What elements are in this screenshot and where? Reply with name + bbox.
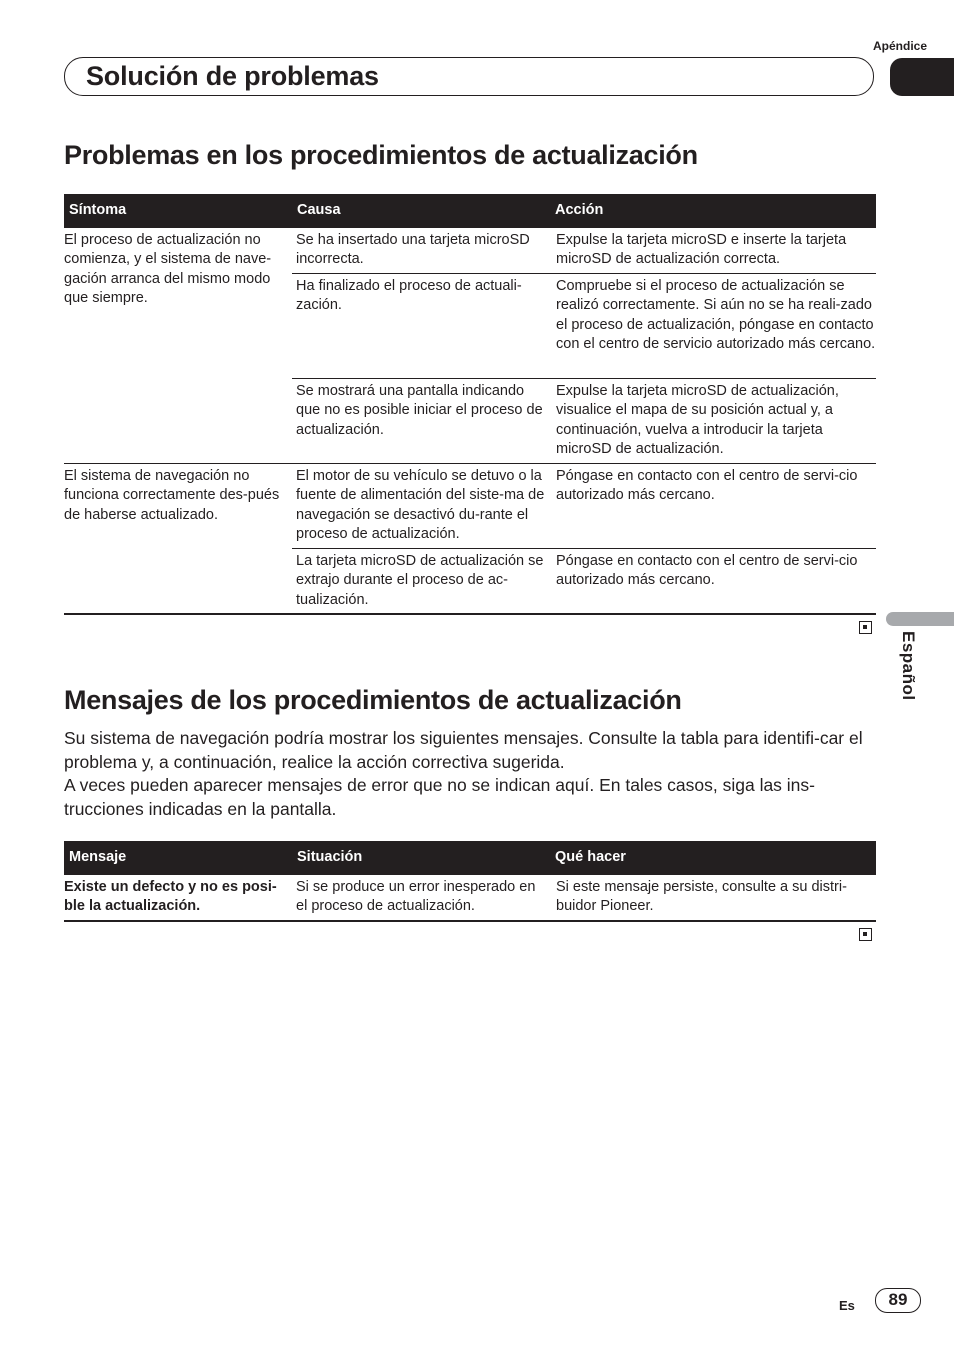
column-header-message: Mensaje: [64, 841, 292, 875]
page-number: 89: [875, 1288, 921, 1313]
language-code: Es: [839, 1298, 855, 1313]
language-label: Español: [899, 631, 918, 701]
column-header-cause: Causa: [292, 194, 550, 228]
messages-heading: Mensajes de los procedimientos de actualización: [64, 685, 682, 715]
action-cell: Póngase en contacto con el centro de servi-cio autorizado más cercano.: [550, 464, 876, 549]
column-header-situation: Situación: [292, 841, 550, 875]
chapter-tab-marker: [890, 58, 954, 96]
cause-cell: Se mostrará una pantalla indicando que no es posible iniciar el proceso de actualización.: [292, 379, 550, 464]
problems-table: [64, 194, 876, 615]
todo-cell: Si este mensaje persiste, consulte a su distri-buidor Pioneer.: [550, 875, 876, 921]
situation-cell: Si se produce un error inesperado en el proceso de actualización.: [292, 875, 550, 921]
intro-paragraph: A veces pueden aparecer mensajes de error que no se indican aquí. En tales casos, siga las ins-trucciones indicadas en la pantalla.: [64, 775, 815, 819]
messages-table: [64, 841, 876, 922]
action-cell: Expulse la tarjeta microSD e inserte la tarjeta microSD de actualización correcta.: [550, 228, 876, 274]
section-banner: [64, 57, 874, 96]
cause-cell: La tarjeta microSD de actualización se extrajo durante el proceso de ac-tualización.: [292, 549, 550, 615]
problems-heading: Problemas en los procedimientos de actualización: [64, 140, 698, 170]
end-of-section-icon: [859, 621, 872, 634]
action-cell: Compruebe si el proceso de actualización se realizó correctamente. Si aún no se ha reali-zado el proceso de actualización, póngase en contacto con el centro de servicio autorizado más cercano.: [550, 274, 876, 379]
column-header-symptom: Síntoma: [64, 194, 292, 228]
cause-cell: Se ha insertado una tarjeta microSD incorrecta.: [292, 228, 550, 274]
table-row: [64, 464, 876, 549]
column-header-action: Acción: [550, 194, 876, 228]
section-title: Solución de problemas: [86, 61, 379, 91]
action-cell: Expulse la tarjeta microSD de actualización, visualice el mapa de su posición actual y, a continuación, vuelva a introducir la tarjeta microSD de actualización.: [550, 379, 876, 464]
action-cell: Póngase en contacto con el centro de servi-cio autorizado más cercano.: [550, 549, 876, 615]
table-row: [64, 228, 876, 274]
end-of-section-icon: [859, 928, 872, 941]
table-row: [64, 875, 876, 921]
symptom-cell: El proceso de actualización no comienza, y el sistema de nave-gación arranca del mismo modo que siempre.: [64, 228, 292, 464]
intro-paragraph: Su sistema de navegación podría mostrar los siguientes mensajes. Consulte la tabla para identifi-car el problema y, a continuación, realice la acción correctiva sugerida.: [64, 728, 863, 772]
symptom-cell: El sistema de navegación no funciona correctamente des-pués de haberse actualizado.: [64, 464, 292, 615]
cause-cell: El motor de su vehículo se detuvo o la fuente de alimentación del siste-ma de navegación se desactivó du-rante el proceso de actualización.: [292, 464, 550, 549]
appendix-label: Apéndice: [872, 39, 927, 53]
language-tab-marker: [886, 612, 954, 626]
message-cell: Existe un defecto y no es posi-ble la actualización.: [64, 875, 292, 921]
messages-intro: [64, 727, 876, 821]
table-header-row: [64, 841, 876, 875]
column-header-todo: Qué hacer: [550, 841, 876, 875]
table-header-row: [64, 194, 876, 228]
cause-cell: Ha finalizado el proceso de actuali-zación.: [292, 274, 550, 379]
